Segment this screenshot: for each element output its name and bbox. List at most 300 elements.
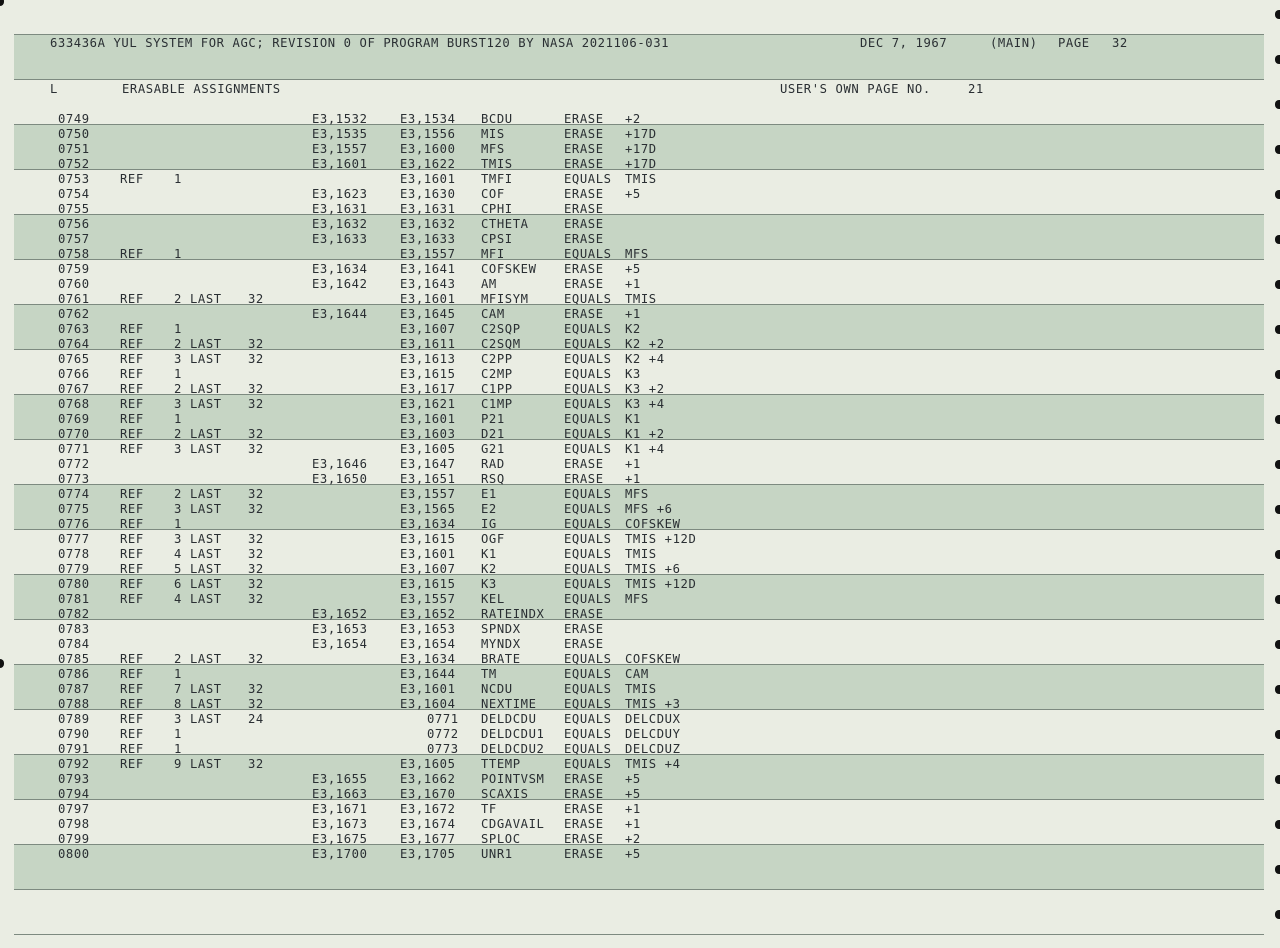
opcode: EQUALS xyxy=(564,172,612,186)
opcode: ERASE xyxy=(564,202,604,216)
start-address: E3,1646 xyxy=(312,457,368,471)
opcode: EQUALS xyxy=(564,562,612,576)
opcode: EQUALS xyxy=(564,337,612,351)
end-address: E3,1601 xyxy=(400,682,456,696)
ref-label: REF xyxy=(120,322,144,336)
line-number: 0753 xyxy=(58,172,90,186)
symbol-name: G21 xyxy=(481,442,505,456)
end-address: E3,1630 xyxy=(400,187,456,201)
ref-count: 1 xyxy=(174,367,182,381)
last-label: LAST xyxy=(190,547,222,561)
symbol-name: COFSKEW xyxy=(481,262,537,276)
operand: K2 xyxy=(625,322,641,336)
symbol-name: TTEMP xyxy=(481,757,521,771)
end-address: E3,1601 xyxy=(400,172,456,186)
operand: +5 xyxy=(625,847,641,861)
ref-label: REF xyxy=(120,412,144,426)
end-address: 0773 xyxy=(427,742,459,756)
line-number: 0769 xyxy=(58,412,90,426)
end-address: E3,1557 xyxy=(400,487,456,501)
end-address: E3,1615 xyxy=(400,532,456,546)
table-row xyxy=(0,187,1280,202)
ref-label: REF xyxy=(120,502,144,516)
opcode: EQUALS xyxy=(564,247,612,261)
table-row xyxy=(0,637,1280,652)
last-page: 32 xyxy=(248,532,264,546)
end-address: 0772 xyxy=(427,727,459,741)
opcode: EQUALS xyxy=(564,292,612,306)
line-number: 0786 xyxy=(58,667,90,681)
opcode: ERASE xyxy=(564,802,604,816)
symbol-name: SCAXIS xyxy=(481,787,529,801)
opcode: ERASE xyxy=(564,607,604,621)
end-address: E3,1603 xyxy=(400,427,456,441)
operand: +1 xyxy=(625,307,641,321)
ref-count: 6 xyxy=(174,577,182,591)
ref-count: 1 xyxy=(174,742,182,756)
line-number: 0776 xyxy=(58,517,90,531)
symbol-name: TF xyxy=(481,802,497,816)
symbol-name: BCDU xyxy=(481,112,513,126)
operand: TMIS +3 xyxy=(625,697,681,711)
symbol-name: CTHETA xyxy=(481,217,529,231)
line-number: 0756 xyxy=(58,217,90,231)
symbol-name: E2 xyxy=(481,502,497,516)
table-row xyxy=(0,457,1280,472)
listing-header: 633436A YUL SYSTEM FOR AGC; REVISION 0 OF PROGRAM BURST120 BY NASA 2021106-031 xyxy=(50,36,670,50)
line-number: 0775 xyxy=(58,502,90,516)
last-page: 32 xyxy=(248,487,264,501)
opcode: ERASE xyxy=(564,637,604,651)
last-label: LAST xyxy=(190,442,222,456)
operand: MFS xyxy=(625,487,649,501)
start-address: E3,1653 xyxy=(312,622,368,636)
operand: K3 +4 xyxy=(625,397,665,411)
line-number: 0797 xyxy=(58,802,90,816)
opcode: EQUALS xyxy=(564,592,612,606)
opcode: ERASE xyxy=(564,832,604,846)
table-row xyxy=(0,127,1280,142)
ref-count: 3 xyxy=(174,532,182,546)
page-number: 32 xyxy=(1112,36,1128,50)
operand: K2 +4 xyxy=(625,352,665,366)
operand: +1 xyxy=(625,802,641,816)
opcode: ERASE xyxy=(564,277,604,291)
operand: TMIS xyxy=(625,292,657,306)
last-page: 32 xyxy=(248,292,264,306)
line-number: 0789 xyxy=(58,712,90,726)
ref-label: REF xyxy=(120,337,144,351)
table-row xyxy=(0,517,1280,532)
symbol-name: K2 xyxy=(481,562,497,576)
table-row xyxy=(0,802,1280,817)
start-address: E3,1650 xyxy=(312,472,368,486)
tractor-hole xyxy=(1275,100,1280,109)
opcode: EQUALS xyxy=(564,502,612,516)
table-row xyxy=(0,427,1280,442)
symbol-name: COF xyxy=(481,187,505,201)
table-row xyxy=(0,172,1280,187)
last-page: 32 xyxy=(248,592,264,606)
symbol-name: AM xyxy=(481,277,497,291)
table-row xyxy=(0,577,1280,592)
ref-label: REF xyxy=(120,682,144,696)
ref-label: REF xyxy=(120,487,144,501)
end-address: E3,1601 xyxy=(400,292,456,306)
page-label: PAGE xyxy=(1058,36,1090,50)
ref-count: 1 xyxy=(174,727,182,741)
ref-count: 3 xyxy=(174,352,182,366)
ref-label: REF xyxy=(120,727,144,741)
line-number: 0778 xyxy=(58,547,90,561)
last-page: 32 xyxy=(248,442,264,456)
ref-label: REF xyxy=(120,427,144,441)
opcode: ERASE xyxy=(564,262,604,276)
last-label: LAST xyxy=(190,427,222,441)
symbol-name: E1 xyxy=(481,487,497,501)
last-label: LAST xyxy=(190,757,222,771)
line-number: 0785 xyxy=(58,652,90,666)
line-number: 0749 xyxy=(58,112,90,126)
opcode: EQUALS xyxy=(564,652,612,666)
symbol-name: K1 xyxy=(481,547,497,561)
table-row xyxy=(0,667,1280,682)
last-page: 32 xyxy=(248,757,264,771)
operand: COFSKEW xyxy=(625,517,681,531)
ref-label: REF xyxy=(120,517,144,531)
end-address: E3,1633 xyxy=(400,232,456,246)
start-address: E3,1700 xyxy=(312,847,368,861)
line-number: 0777 xyxy=(58,532,90,546)
operand: DELCDUZ xyxy=(625,742,681,756)
ref-label: REF xyxy=(120,382,144,396)
last-label: LAST xyxy=(190,697,222,711)
line-number: 0761 xyxy=(58,292,90,306)
end-address: E3,1605 xyxy=(400,757,456,771)
last-label: LAST xyxy=(190,487,222,501)
line-number: 0750 xyxy=(58,127,90,141)
operand: CAM xyxy=(625,667,649,681)
end-address: E3,1534 xyxy=(400,112,456,126)
start-address: E3,1644 xyxy=(312,307,368,321)
operand: DELCDUY xyxy=(625,727,681,741)
symbol-name: RAD xyxy=(481,457,505,471)
opcode: ERASE xyxy=(564,787,604,801)
opcode: EQUALS xyxy=(564,322,612,336)
table-row xyxy=(0,382,1280,397)
operand: K2 +2 xyxy=(625,337,665,351)
operand: TMIS xyxy=(625,547,657,561)
opcode: ERASE xyxy=(564,142,604,156)
ref-count: 2 xyxy=(174,337,182,351)
line-number: 0759 xyxy=(58,262,90,276)
opcode: EQUALS xyxy=(564,712,612,726)
last-label: LAST xyxy=(190,577,222,591)
opcode: ERASE xyxy=(564,622,604,636)
operand: TMIS xyxy=(625,172,657,186)
end-address: E3,1677 xyxy=(400,832,456,846)
last-label: LAST xyxy=(190,592,222,606)
line-number: 0783 xyxy=(58,622,90,636)
symbol-name: POINTVSM xyxy=(481,772,545,786)
table-row xyxy=(0,772,1280,787)
table-row xyxy=(0,472,1280,487)
line-number: 0800 xyxy=(58,847,90,861)
ref-count: 1 xyxy=(174,667,182,681)
end-address: E3,1621 xyxy=(400,397,456,411)
ref-count: 8 xyxy=(174,697,182,711)
ref-label: REF xyxy=(120,697,144,711)
start-address: E3,1655 xyxy=(312,772,368,786)
ref-label: REF xyxy=(120,397,144,411)
end-address: E3,1615 xyxy=(400,367,456,381)
opcode: ERASE xyxy=(564,187,604,201)
line-number: 0781 xyxy=(58,592,90,606)
table-row xyxy=(0,742,1280,757)
listing-date: DEC 7, 1967 xyxy=(860,36,948,50)
opcode: ERASE xyxy=(564,457,604,471)
opcode: EQUALS xyxy=(564,757,612,771)
operand: +5 xyxy=(625,262,641,276)
start-address: E3,1557 xyxy=(312,142,368,156)
ref-label: REF xyxy=(120,577,144,591)
operand: +1 xyxy=(625,457,641,471)
opcode: ERASE xyxy=(564,472,604,486)
line-number: 0767 xyxy=(58,382,90,396)
table-row xyxy=(0,157,1280,172)
line-number: 0784 xyxy=(58,637,90,651)
symbol-name: MFISYM xyxy=(481,292,529,306)
left-code: L xyxy=(50,82,58,96)
last-page: 32 xyxy=(248,547,264,561)
symbol-name: KEL xyxy=(481,592,505,606)
start-address: E3,1654 xyxy=(312,637,368,651)
end-address: E3,1645 xyxy=(400,307,456,321)
line-number: 0794 xyxy=(58,787,90,801)
end-address: E3,1607 xyxy=(400,562,456,576)
line-number: 0793 xyxy=(58,772,90,786)
end-address: E3,1670 xyxy=(400,787,456,801)
end-address: E3,1644 xyxy=(400,667,456,681)
start-address: E3,1601 xyxy=(312,157,368,171)
ref-count: 1 xyxy=(174,412,182,426)
ref-label: REF xyxy=(120,172,144,186)
ref-count: 7 xyxy=(174,682,182,696)
table-row xyxy=(0,727,1280,742)
operand: +17D xyxy=(625,157,657,171)
end-address: E3,1615 xyxy=(400,577,456,591)
opcode: EQUALS xyxy=(564,397,612,411)
ref-count: 2 xyxy=(174,652,182,666)
end-address: E3,1557 xyxy=(400,247,456,261)
table-row xyxy=(0,562,1280,577)
last-label: LAST xyxy=(190,352,222,366)
ref-count: 4 xyxy=(174,547,182,561)
start-address: E3,1671 xyxy=(312,802,368,816)
end-address: E3,1557 xyxy=(400,592,456,606)
table-row xyxy=(0,322,1280,337)
last-page: 32 xyxy=(248,697,264,711)
table-row xyxy=(0,442,1280,457)
symbol-name: MIS xyxy=(481,127,505,141)
table-row xyxy=(0,757,1280,772)
operand: +5 xyxy=(625,187,641,201)
last-label: LAST xyxy=(190,682,222,696)
end-address: E3,1601 xyxy=(400,412,456,426)
last-label: LAST xyxy=(190,502,222,516)
symbol-name: IG xyxy=(481,517,497,531)
opcode: EQUALS xyxy=(564,487,612,501)
operand: MFS xyxy=(625,247,649,261)
table-row xyxy=(0,487,1280,502)
users-page-number: 21 xyxy=(968,82,984,96)
table-row xyxy=(0,622,1280,637)
symbol-name: DELDCDU xyxy=(481,712,537,726)
operand: +1 xyxy=(625,817,641,831)
table-row xyxy=(0,847,1280,862)
end-address: 0771 xyxy=(427,712,459,726)
last-page: 32 xyxy=(248,652,264,666)
symbol-name: C1MP xyxy=(481,397,513,411)
line-number: 0790 xyxy=(58,727,90,741)
paper-rule xyxy=(14,934,1264,935)
ref-label: REF xyxy=(120,292,144,306)
last-page: 32 xyxy=(248,382,264,396)
start-address: E3,1634 xyxy=(312,262,368,276)
line-number: 0774 xyxy=(58,487,90,501)
symbol-name: C1PP xyxy=(481,382,513,396)
start-address: E3,1633 xyxy=(312,232,368,246)
opcode: ERASE xyxy=(564,817,604,831)
ref-count: 2 xyxy=(174,427,182,441)
line-number: 0779 xyxy=(58,562,90,576)
start-address: E3,1673 xyxy=(312,817,368,831)
last-page: 32 xyxy=(248,427,264,441)
operand: K3 +2 xyxy=(625,382,665,396)
ref-count: 4 xyxy=(174,592,182,606)
start-address: E3,1535 xyxy=(312,127,368,141)
operand: MFS xyxy=(625,592,649,606)
line-number: 0768 xyxy=(58,397,90,411)
table-row xyxy=(0,592,1280,607)
end-address: E3,1604 xyxy=(400,697,456,711)
line-number: 0765 xyxy=(58,352,90,366)
symbol-name: UNR1 xyxy=(481,847,513,861)
ref-count: 5 xyxy=(174,562,182,576)
opcode: EQUALS xyxy=(564,352,612,366)
opcode: EQUALS xyxy=(564,547,612,561)
operand: +2 xyxy=(625,832,641,846)
operand: K1 +2 xyxy=(625,427,665,441)
ref-count: 3 xyxy=(174,397,182,411)
opcode: ERASE xyxy=(564,112,604,126)
users-page-label: USER'S OWN PAGE NO. xyxy=(780,82,931,96)
table-row xyxy=(0,142,1280,157)
end-address: E3,1617 xyxy=(400,382,456,396)
ref-count: 3 xyxy=(174,502,182,516)
tractor-hole xyxy=(0,0,4,6)
operand: TMIS xyxy=(625,682,657,696)
end-address: E3,1600 xyxy=(400,142,456,156)
operand: K1 +4 xyxy=(625,442,665,456)
opcode: EQUALS xyxy=(564,412,612,426)
table-row xyxy=(0,292,1280,307)
table-row xyxy=(0,202,1280,217)
symbol-name: MYNDX xyxy=(481,637,521,651)
last-page: 32 xyxy=(248,562,264,576)
line-number: 0755 xyxy=(58,202,90,216)
last-page: 32 xyxy=(248,397,264,411)
symbol-name: DELDCDU2 xyxy=(481,742,545,756)
operand: K3 xyxy=(625,367,641,381)
line-number: 0780 xyxy=(58,577,90,591)
symbol-name: SPNDX xyxy=(481,622,521,636)
end-address: E3,1654 xyxy=(400,637,456,651)
opcode: ERASE xyxy=(564,772,604,786)
last-label: LAST xyxy=(190,397,222,411)
end-address: E3,1601 xyxy=(400,547,456,561)
operand: TMIS +6 xyxy=(625,562,681,576)
last-page: 24 xyxy=(248,712,264,726)
operand: TMIS +12D xyxy=(625,577,697,591)
symbol-name: NEXTIME xyxy=(481,697,537,711)
opcode: EQUALS xyxy=(564,367,612,381)
ref-count: 3 xyxy=(174,712,182,726)
operand: +1 xyxy=(625,277,641,291)
opcode: ERASE xyxy=(564,232,604,246)
line-number: 0787 xyxy=(58,682,90,696)
ref-label: REF xyxy=(120,532,144,546)
opcode: EQUALS xyxy=(564,532,612,546)
line-number: 0770 xyxy=(58,427,90,441)
start-address: E3,1642 xyxy=(312,277,368,291)
ref-label: REF xyxy=(120,712,144,726)
ref-label: REF xyxy=(120,592,144,606)
opcode: ERASE xyxy=(564,307,604,321)
last-label: LAST xyxy=(190,337,222,351)
table-row xyxy=(0,367,1280,382)
table-row xyxy=(0,412,1280,427)
table-row xyxy=(0,262,1280,277)
line-number: 0751 xyxy=(58,142,90,156)
end-address: E3,1565 xyxy=(400,502,456,516)
symbol-name: CPSI xyxy=(481,232,513,246)
line-number: 0766 xyxy=(58,367,90,381)
tractor-hole xyxy=(1275,865,1280,874)
table-row xyxy=(0,532,1280,547)
operand: TMIS +12D xyxy=(625,532,697,546)
line-number: 0773 xyxy=(58,472,90,486)
paper-rule xyxy=(14,79,1264,80)
table-row xyxy=(0,547,1280,562)
operand: COFSKEW xyxy=(625,652,681,666)
symbol-name: BRATE xyxy=(481,652,521,666)
start-address: E3,1623 xyxy=(312,187,368,201)
start-address: E3,1632 xyxy=(312,217,368,231)
ref-count: 2 xyxy=(174,292,182,306)
last-label: LAST xyxy=(190,532,222,546)
tractor-hole xyxy=(1275,55,1280,64)
symbol-name: C2SQP xyxy=(481,322,521,336)
symbol-name: CPHI xyxy=(481,202,513,216)
last-page: 32 xyxy=(248,682,264,696)
symbol-name: MFI xyxy=(481,247,505,261)
last-label: LAST xyxy=(190,652,222,666)
symbol-name: TM xyxy=(481,667,497,681)
symbol-name: C2PP xyxy=(481,352,513,366)
table-row xyxy=(0,502,1280,517)
table-row xyxy=(0,232,1280,247)
